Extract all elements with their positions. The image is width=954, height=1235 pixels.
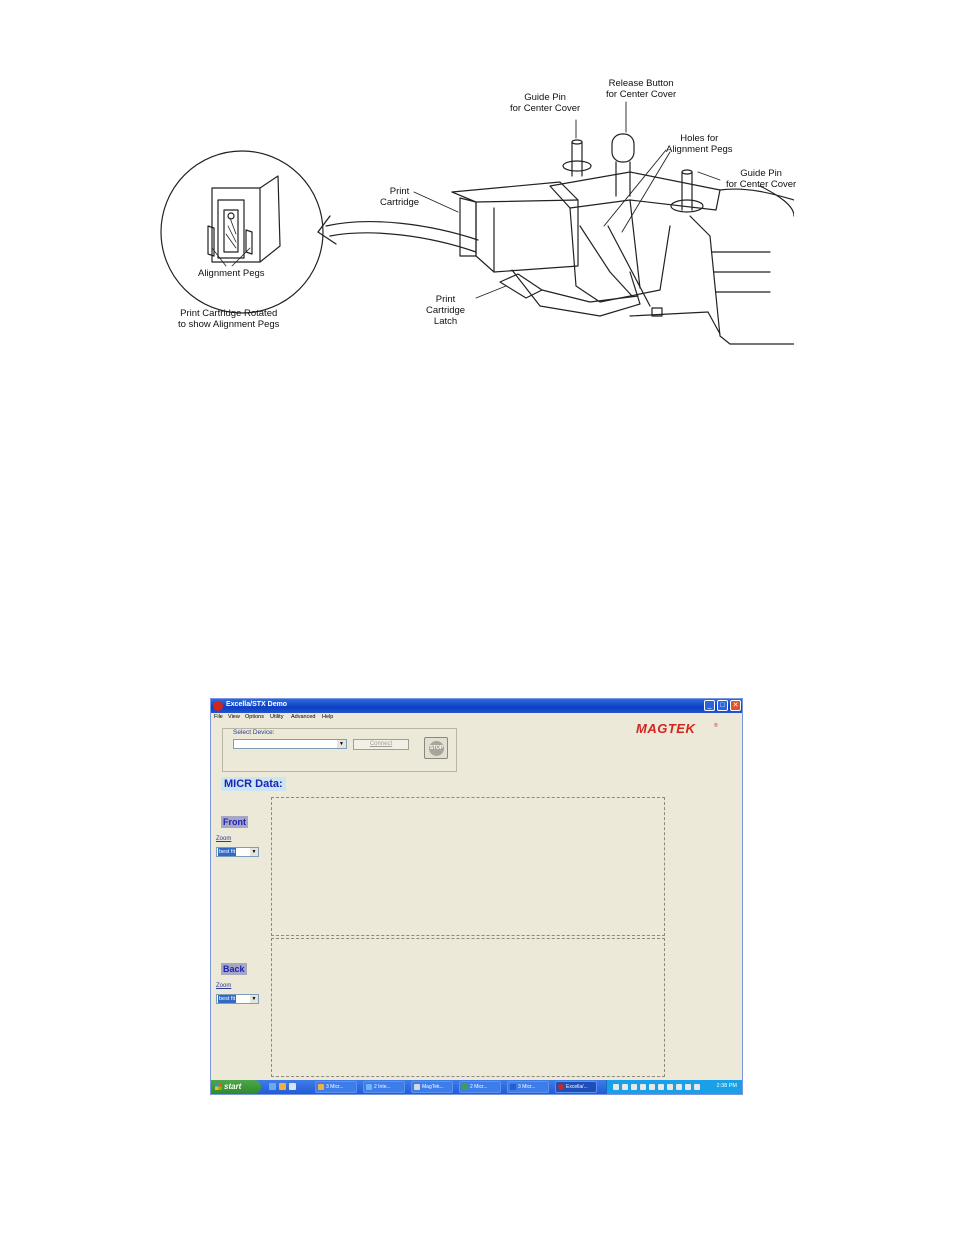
app-screenshot — [210, 698, 743, 1095]
menu-utility[interactable]: Utility — [270, 714, 284, 720]
front-image-panel — [271, 797, 665, 936]
taskbar-item-label: 2 Inte... — [374, 1084, 391, 1090]
taskbar-item-active[interactable] — [555, 1081, 597, 1093]
start-label: start — [224, 1082, 242, 1091]
taskbar-item[interactable] — [507, 1081, 549, 1093]
micr-data-title: MICR Data: — [221, 777, 286, 791]
word-icon — [510, 1084, 516, 1090]
maximize-button[interactable]: □ — [717, 700, 728, 711]
stop-button[interactable] — [424, 737, 448, 759]
taskbar-item-label: 3 Micr... — [326, 1084, 344, 1090]
label-release-button: Release Button for Center Cover — [606, 78, 677, 100]
excel-icon — [462, 1084, 468, 1090]
folder-icon — [318, 1084, 324, 1090]
tray-icon[interactable] — [649, 1084, 655, 1090]
back-zoom-value: best fit — [219, 996, 236, 1002]
select-device-label: Select Device: — [233, 729, 275, 736]
tray-icon[interactable] — [622, 1084, 628, 1090]
brand-logo: MAGTEK — [636, 721, 696, 736]
guide-pin-right — [682, 172, 692, 210]
menu-advanced[interactable]: Advanced — [291, 714, 316, 720]
taskbar-item[interactable] — [411, 1081, 453, 1093]
browser-icon — [366, 1084, 372, 1090]
close-button[interactable]: ✕ — [730, 700, 741, 711]
front-zoom-select[interactable] — [216, 847, 259, 857]
tray-icon[interactable] — [631, 1084, 637, 1090]
tray-icon[interactable] — [694, 1084, 700, 1090]
front-zoom-value: best fit — [219, 849, 236, 855]
menu-view[interactable]: View — [228, 714, 240, 720]
taskbar-item-label: MagTek... — [422, 1084, 444, 1090]
tray-icon[interactable] — [685, 1084, 691, 1090]
title-bar[interactable] — [211, 699, 742, 713]
app-quick-icon[interactable] — [289, 1083, 296, 1090]
taskbar-item-label: 3 Micr... — [518, 1084, 536, 1090]
app-icon — [213, 701, 223, 711]
label-guide-pin-right: Guide Pin for Center Cover — [726, 168, 797, 190]
label-holes: Holes for Alignment Pegs — [666, 133, 733, 155]
chevron-down-icon[interactable]: ▼ — [337, 740, 346, 748]
tray-icon[interactable] — [676, 1084, 682, 1090]
taskbar-item[interactable] — [459, 1081, 501, 1093]
label-rotated-caption: Print Cartridge Rotated to show Alignment Pegs — [178, 308, 280, 330]
release-button — [612, 134, 634, 162]
taskbar-item-label: Excella/... — [566, 1084, 588, 1090]
menu-file[interactable]: File — [214, 714, 223, 720]
desktop-icon[interactable] — [269, 1083, 276, 1090]
label-cartridge-latch: Print Cartridge Latch — [426, 294, 466, 327]
front-zoom-label: Zoom — [216, 836, 232, 842]
back-zoom-select[interactable] — [216, 994, 259, 1004]
taskbar-item[interactable] — [315, 1081, 357, 1093]
device-select[interactable] — [233, 739, 347, 749]
minimize-button[interactable]: _ — [704, 700, 715, 711]
printer-top-rail — [550, 172, 720, 210]
chevron-down-icon[interactable]: ▼ — [251, 849, 257, 855]
inset-circle — [161, 151, 323, 313]
back-image-panel — [271, 938, 665, 1077]
menu-options[interactable]: Options — [245, 714, 264, 720]
app-icon — [558, 1084, 564, 1090]
tray-icon[interactable] — [640, 1084, 646, 1090]
cartridge-figure — [160, 76, 797, 348]
taskbar-item[interactable] — [363, 1081, 405, 1093]
back-zoom-label: Zoom — [216, 983, 232, 989]
tray-icon[interactable] — [658, 1084, 664, 1090]
inset-peg-right — [246, 230, 252, 254]
brand-registered-mark: ® — [714, 723, 718, 729]
tray-icon[interactable] — [613, 1084, 619, 1090]
front-label: Front — [223, 817, 246, 827]
clock: 2:38 PM — [716, 1083, 737, 1089]
label-guide-pin-left: Guide Pin for Center Cover — [510, 92, 581, 114]
label-print-cartridge: Print Cartridge — [380, 186, 420, 208]
menu-help[interactable]: Help — [322, 714, 334, 720]
windows-logo-icon — [215, 1083, 222, 1090]
label-alignment-pegs: Alignment Pegs — [198, 268, 265, 279]
app-icon — [414, 1084, 420, 1090]
connect-button[interactable]: Connect — [353, 739, 409, 750]
chevron-down-icon[interactable]: ▼ — [251, 996, 257, 1002]
window-title: Excella/STX Demo — [226, 701, 288, 708]
start-button[interactable] — [211, 1080, 261, 1094]
inset-peg-left — [208, 226, 214, 256]
taskbar-item-label: 2 Micr... — [470, 1084, 488, 1090]
back-label: Back — [223, 964, 245, 974]
tray-icon[interactable] — [667, 1084, 673, 1090]
folder-icon[interactable] — [279, 1083, 286, 1090]
system-tray — [606, 1080, 742, 1094]
stop-icon: STOP — [429, 741, 444, 756]
taskbar — [211, 1080, 742, 1094]
